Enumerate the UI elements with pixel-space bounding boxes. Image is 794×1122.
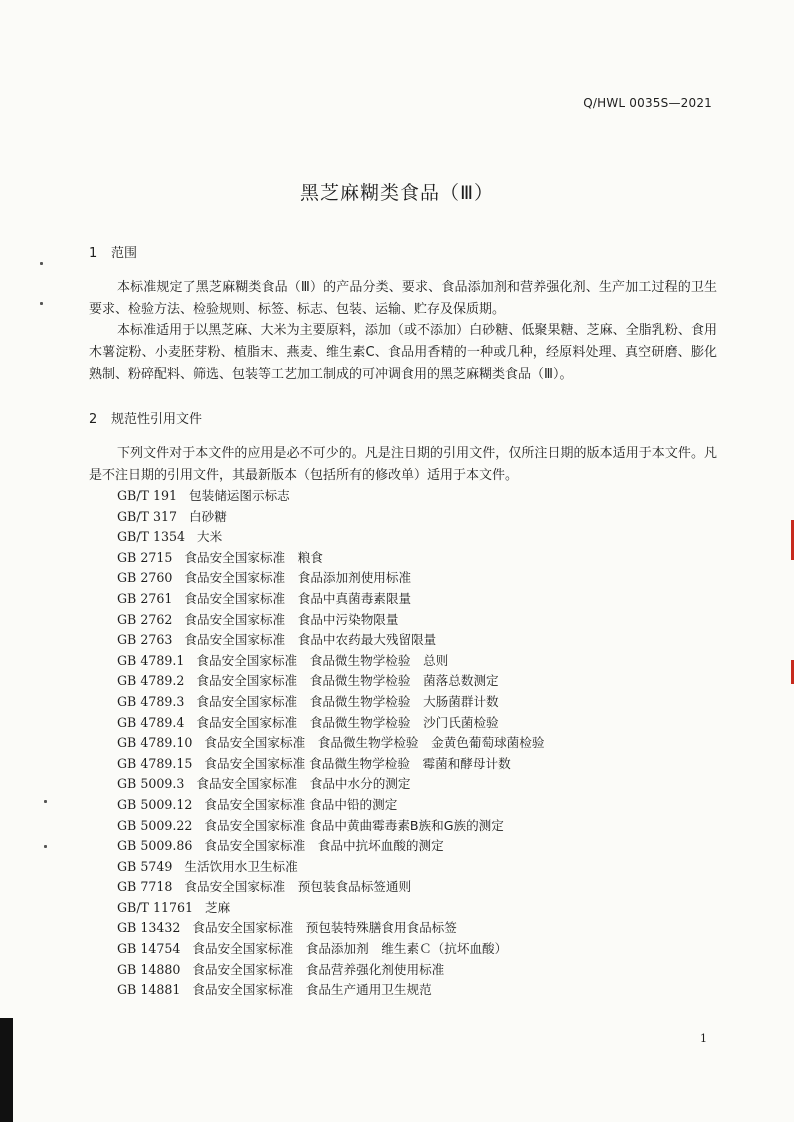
scan-speck (40, 262, 43, 265)
scan-binding-edge (0, 1018, 13, 1122)
reference-item (117, 671, 544, 692)
reference-code: GB 5009.12 (117, 796, 193, 812)
section-1-number: 1 (89, 246, 98, 261)
reference-title: 食品安全国家标准 食品添加剂 维生素Ｃ（抗坏血酸） (192, 941, 508, 957)
reference-item (117, 877, 544, 898)
reference-title: 食品安全国家标准 食品微生物学检验 沙门氏菌检验 (196, 714, 499, 730)
reference-title: 芝麻 (205, 899, 231, 915)
scan-speck (44, 800, 47, 803)
scan-speck (44, 845, 47, 848)
reference-item (117, 816, 544, 837)
reference-code: GB 7718 (117, 879, 173, 895)
reference-title: 食品安全国家标准 食品微生物学检验 大肠菌群计数 (196, 693, 499, 709)
reference-item (117, 527, 544, 548)
reference-title: 食品安全国家标准 食品营养强化剂使用标准 (192, 961, 445, 977)
page-number: 1 (700, 1032, 707, 1045)
reference-title: 食品安全国家标准 食品中抗坏血酸的测定 (204, 838, 444, 854)
reference-title: 白砂糖 (189, 508, 227, 524)
scan-speck (40, 302, 43, 305)
section-1-title: 范围 (111, 246, 138, 261)
reference-item (117, 610, 544, 631)
reference-item (117, 857, 544, 878)
reference-item (117, 960, 544, 981)
reference-code: GB 14754 (117, 941, 181, 957)
reference-code: GB 4789.3 (117, 693, 185, 709)
reference-code: GB 14880 (117, 961, 181, 977)
reference-code: GB/T 11761 (117, 899, 194, 915)
reference-code: GB 2763 (117, 632, 173, 648)
reference-item (117, 507, 544, 528)
reference-code: GB 5009.3 (117, 776, 185, 792)
reference-code: GB 4789.1 (117, 652, 185, 668)
reference-code: GB/T 317 (117, 508, 177, 524)
reference-title: 食品安全国家标准 食品微生物学检验 菌落总数测定 (196, 673, 499, 689)
reference-title: 食品安全国家标准 食品微生物学检验 总则 (196, 652, 449, 668)
reference-code: GB/T 191 (117, 488, 177, 503)
reference-title: 食品安全国家标准 食品微生物学检验 金黄色葡萄球菌检验 (204, 735, 545, 751)
reference-title: 包装储运图示标志 (189, 488, 290, 503)
reference-title: 食品安全国家标准 食品中真菌毒素限量 (184, 590, 412, 606)
reference-code: GB 14881 (117, 982, 181, 998)
reference-item (117, 939, 544, 960)
reference-item (117, 589, 544, 610)
reference-code: GB 13432 (117, 920, 181, 936)
reference-item (117, 733, 544, 754)
reference-title: 食品安全国家标准 食品中水分的测定 (196, 776, 411, 792)
section-2-number: 2 (89, 412, 98, 427)
reference-code: GB 4789.4 (117, 714, 185, 730)
reference-item (117, 836, 544, 857)
reference-title: 食品安全国家标准 食品中污染物限量 (184, 611, 399, 627)
reference-title: 食品安全国家标准 预包装食品标签通则 (184, 879, 412, 895)
reference-item (117, 795, 544, 816)
reference-title: 食品安全国家标准 食品生产通用卫生规范 (192, 982, 432, 998)
reference-title: 食品安全国家标准 食品微生物学检验 霉菌和酵母计数 (204, 755, 511, 771)
reference-code: GB/T 1354 (117, 529, 186, 545)
reference-item (117, 774, 544, 795)
section-2-paragraph-1: 下列文件对于本文件的应用是必不可少的。凡是注日期的引用文件，仅所注日期的版本适用于本文件。凡是不注日期的引用文件，其最新版本（包括所有的修改单）适用于本文件。 (89, 446, 717, 483)
reference-item (117, 713, 544, 734)
reference-code: GB 2760 (117, 570, 173, 586)
section-1-heading (89, 242, 137, 261)
section-1-paragraph-1: 本标准规定了黑芝麻糊类食品（Ⅲ）的产品分类、要求、食品添加剂和营养强化剂、生产加工过程的卫生要求、检验方法、检验规则、标签、标志、包装、运输、贮存及保质期。 (89, 280, 717, 317)
section-1-paragraph-2: 本标准适用于以黑芝麻、大米为主要原料，添加（或不添加）白砂糖、低聚果糖、芝麻、全脂乳粉、食用木薯淀粉、小麦胚芽粉、植脂末、燕麦、维生素C、食品用香精的一种或几种，经原料处理、真空研磨、膨化熟制、粉碎配料、筛选、包装等工艺加工制成的可冲调食用的黑芝麻糊类食品（Ⅲ）。 (89, 323, 717, 382)
reference-item (117, 568, 544, 589)
document-code: Q/HWL 0035S—2021 (583, 96, 712, 110)
reference-title: 大米 (197, 529, 223, 545)
reference-title: 生活饮用水卫生标准 (184, 858, 298, 874)
reference-item (117, 918, 544, 939)
section-2-heading (89, 408, 202, 427)
reference-title: 食品安全国家标准 预包装特殊膳食用食品标签 (192, 920, 457, 936)
reference-title: 食品安全国家标准 食品中农药最大残留限量 (184, 632, 437, 648)
reference-code: GB 2715 (117, 549, 173, 565)
reference-item (117, 754, 544, 775)
reference-code: GB 5009.86 (117, 838, 193, 854)
reference-item (117, 651, 544, 672)
reference-item (117, 980, 544, 1001)
reference-item (117, 486, 544, 507)
reference-code: GB 4789.15 (117, 755, 193, 771)
reference-title: 食品安全国家标准 粮食 (184, 549, 323, 565)
reference-item (117, 692, 544, 713)
reference-code: GB 2762 (117, 611, 173, 627)
reference-item (117, 548, 544, 569)
reference-code: GB 2761 (117, 590, 173, 606)
page-title: 黑芝麻糊类食品（Ⅲ） (299, 182, 495, 204)
reference-list (117, 486, 544, 1001)
section-2-title: 规范性引用文件 (111, 412, 203, 427)
reference-title: 食品安全国家标准 食品添加剂使用标准 (184, 570, 412, 586)
reference-code: GB 4789.10 (117, 735, 193, 751)
reference-item (117, 630, 544, 651)
reference-item (117, 898, 544, 919)
reference-title: 食品安全国家标准 食品中黄曲霉毒素B族和G族的测定 (204, 817, 504, 833)
reference-code: GB 5749 (117, 858, 173, 874)
reference-title: 食品安全国家标准 食品中铅的测定 (204, 796, 398, 812)
reference-code: GB 4789.2 (117, 673, 185, 689)
reference-code: GB 5009.22 (117, 817, 193, 833)
